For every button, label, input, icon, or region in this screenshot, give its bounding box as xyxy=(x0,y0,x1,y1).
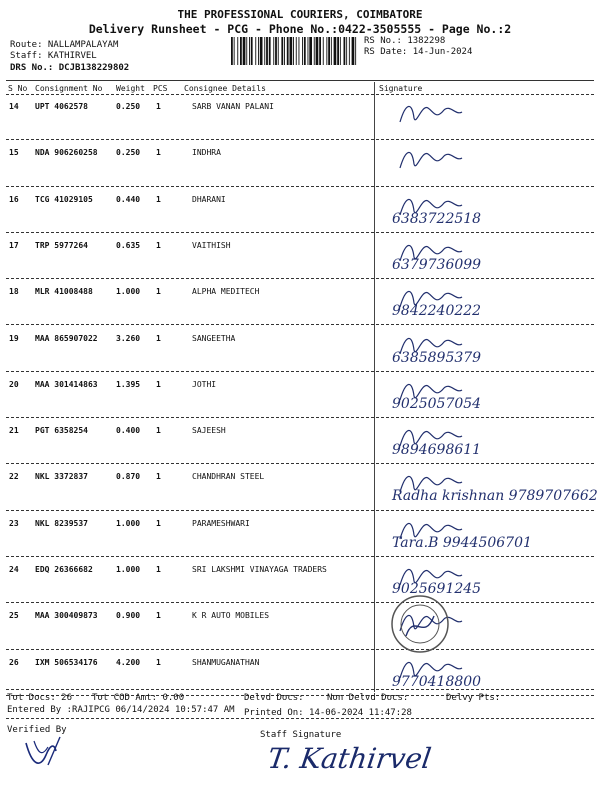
row-divider xyxy=(6,278,594,279)
handwritten-signature xyxy=(396,561,466,591)
row-consignee: INDHRA xyxy=(192,148,221,158)
company-title: THE PROFESSIONAL COURIERS, COIMBATORE xyxy=(177,8,423,21)
row-sno: 16 xyxy=(9,194,19,204)
row-consignment-no: IXM 506534176 xyxy=(35,657,98,667)
col-sno: S No xyxy=(8,84,28,93)
row-signature-note: 9770418800 xyxy=(392,673,482,690)
handwritten-signature xyxy=(396,654,466,684)
row-divider xyxy=(6,232,594,233)
row-sno: 14 xyxy=(9,102,19,111)
row-weight: 4.200 xyxy=(116,657,141,667)
route-label: Route: NALLAMPALAYAM xyxy=(10,40,119,50)
row-consignment-no: MAA 865907022 xyxy=(35,333,98,343)
table-row xyxy=(0,466,600,512)
col-weight: Weight xyxy=(116,84,145,93)
row-pcs: 1 xyxy=(156,287,161,297)
row-consignee: CHANDHRAN STEEL xyxy=(192,472,265,482)
handwritten-signature xyxy=(396,237,466,267)
verified-by-label: Verified By xyxy=(7,725,67,735)
table-row xyxy=(0,235,600,281)
total-cod: Tot COD Amt: 0.00 xyxy=(92,693,185,703)
handwritten-signature xyxy=(396,515,466,545)
table-row xyxy=(0,189,600,235)
row-divider xyxy=(6,186,594,187)
col-consignment: Consignment No xyxy=(35,84,103,93)
row-signature-note: 6385895379 xyxy=(392,349,482,366)
row-divider xyxy=(6,602,594,603)
row-pcs: 1 xyxy=(156,565,161,574)
row-pcs: 1 xyxy=(156,333,161,343)
row-consignment-no: MLR 41008488 xyxy=(35,287,93,297)
table-row xyxy=(0,281,600,327)
row-weight: 1.395 xyxy=(116,379,141,389)
row-consignee: SAJEESH xyxy=(192,426,226,436)
row-signature-note: 9842240222 xyxy=(392,303,482,320)
row-signature-note: 9025057054 xyxy=(392,395,482,412)
printed-on: Printed On: 14-06-2024 11:47:28 xyxy=(244,708,412,718)
row-divider xyxy=(6,371,594,372)
row-consignment-no: PGT 6358254 xyxy=(35,426,88,436)
row-sno: 15 xyxy=(9,148,19,158)
company-stamp xyxy=(388,592,452,656)
row-weight: 0.400 xyxy=(116,426,141,436)
table-row xyxy=(0,652,600,698)
row-consignment-no: TCG 41029105 xyxy=(35,194,93,204)
row-signature-note: 6379736099 xyxy=(392,256,482,273)
drs-number: DRS No.: DCJB138229802 xyxy=(10,63,130,73)
total-docs: Tot Docs: 26 xyxy=(7,693,73,703)
row-pcs: 1 xyxy=(156,611,161,621)
barcode-image xyxy=(231,37,357,65)
row-consignee: VAITHISH xyxy=(192,240,231,250)
row-divider xyxy=(6,649,594,650)
handwritten-signature xyxy=(396,283,466,313)
handwritten-signature xyxy=(396,191,466,221)
row-consignee: SANGEETHA xyxy=(192,333,236,343)
handwritten-signature xyxy=(396,468,466,498)
row-weight: 0.870 xyxy=(116,472,141,482)
runsheet-title: Delivery Runsheet - PCG - Phone No.:0422-3505555 - Page No.:2 xyxy=(88,22,512,36)
staff-label: Staff: KATHIRVEL xyxy=(10,51,97,61)
row-sno: 17 xyxy=(9,240,19,250)
table-row xyxy=(0,605,600,651)
row-weight: 0.635 xyxy=(116,240,141,250)
row-consignment-no: UPT 4062578 xyxy=(35,102,88,111)
row-sno: 24 xyxy=(9,565,19,574)
col-signature: Signature xyxy=(379,84,423,93)
row-consignee: ALPHA MEDITECH xyxy=(192,287,260,297)
table-row xyxy=(0,513,600,559)
row-consignment-no: NDA 906260258 xyxy=(35,148,98,158)
row-sno: 18 xyxy=(9,287,19,297)
row-sno: 22 xyxy=(9,472,19,482)
row-weight: 1.000 xyxy=(116,518,141,528)
row-sno: 26 xyxy=(9,657,19,667)
table-row xyxy=(0,374,600,420)
row-sno: 25 xyxy=(9,611,19,621)
row-consignment-no: EDQ 26366682 xyxy=(35,565,93,574)
row-weight: 0.250 xyxy=(116,148,141,158)
col-consignee: Consignee Details xyxy=(184,84,266,93)
row-consignee: K R AUTO MOBILES xyxy=(192,611,270,621)
table-row xyxy=(0,420,600,466)
row-pcs: 1 xyxy=(156,518,161,528)
non-delivered-docs: Non Delvd Docs: xyxy=(327,693,409,703)
row-pcs: 1 xyxy=(156,240,161,250)
row-pcs: 1 xyxy=(156,379,161,389)
handwritten-signature xyxy=(396,330,466,360)
row-sno: 23 xyxy=(9,518,19,528)
delivery-points: Delvy Pts: xyxy=(446,693,501,703)
row-consignment-no: NKL 3372837 xyxy=(35,472,88,482)
row-consignee: DHARANI xyxy=(192,194,226,204)
row-signature-note: 9025691245 xyxy=(392,581,482,597)
row-pcs: 1 xyxy=(156,194,161,204)
row-sno: 21 xyxy=(9,426,19,436)
table-row xyxy=(0,96,600,142)
row-divider xyxy=(6,510,594,511)
row-divider xyxy=(6,556,594,557)
row-weight: 1.000 xyxy=(116,287,141,297)
col-pcs: PCS xyxy=(153,84,168,93)
row-divider xyxy=(6,139,594,140)
row-consignee: JOTHI xyxy=(192,379,217,389)
row-consignment-no: MAA 301414863 xyxy=(35,379,98,389)
row-pcs: 1 xyxy=(156,102,161,111)
row-signature-note: 9894698611 xyxy=(392,442,482,459)
row-consignment-no: NKL 8239537 xyxy=(35,518,88,528)
row-weight: 1.000 xyxy=(116,565,141,574)
row-sno: 19 xyxy=(9,333,19,343)
row-consignee: SRI LAKSHMI VINAYAGA TRADERS xyxy=(192,565,327,574)
handwritten-signature xyxy=(396,422,466,452)
table-row xyxy=(0,142,600,188)
delivered-docs: Delvd Docs: xyxy=(244,693,304,703)
table-row xyxy=(0,328,600,374)
handwritten-signature xyxy=(396,376,466,406)
row-consignee: PARAMESHWARI xyxy=(192,518,250,528)
entered-by: Entered By :RAJIPCG 06/14/2024 10:57:47 AM xyxy=(7,705,235,715)
staff-signature: T. Kathirvel xyxy=(265,742,434,775)
row-weight: 0.250 xyxy=(116,102,141,111)
row-pcs: 1 xyxy=(156,657,161,667)
row-divider xyxy=(6,463,594,464)
row-consignee: SHANMUGANATHAN xyxy=(192,657,260,667)
row-consignment-no: TRP 5977264 xyxy=(35,240,88,250)
row-signature-note: Tara.B 9944506701 xyxy=(392,534,532,551)
row-divider xyxy=(6,417,594,418)
verified-signature-mark xyxy=(20,735,80,775)
row-pcs: 1 xyxy=(156,426,161,436)
row-consignee: SARB VANAN PALANI xyxy=(192,102,274,111)
row-pcs: 1 xyxy=(156,148,161,158)
handwritten-signature xyxy=(396,144,466,174)
staff-signature-label: Staff Signature xyxy=(260,730,342,740)
row-weight: 0.900 xyxy=(116,611,141,621)
row-weight: 3.260 xyxy=(116,333,141,343)
row-sno: 20 xyxy=(9,379,19,389)
rs-number: RS No.: 1382298 xyxy=(364,36,446,46)
row-weight: 0.440 xyxy=(116,194,141,204)
row-signature-note: 6383722518 xyxy=(392,210,482,227)
row-pcs: 1 xyxy=(156,472,161,482)
rs-date: RS Date: 14-Jun-2024 xyxy=(364,47,473,57)
table-row xyxy=(0,559,600,605)
row-consignment-no: MAA 300409873 xyxy=(35,611,98,621)
row-divider xyxy=(6,324,594,325)
handwritten-signature xyxy=(396,98,466,128)
row-signature-note: Radha krishnan 9789707662 xyxy=(392,488,598,505)
